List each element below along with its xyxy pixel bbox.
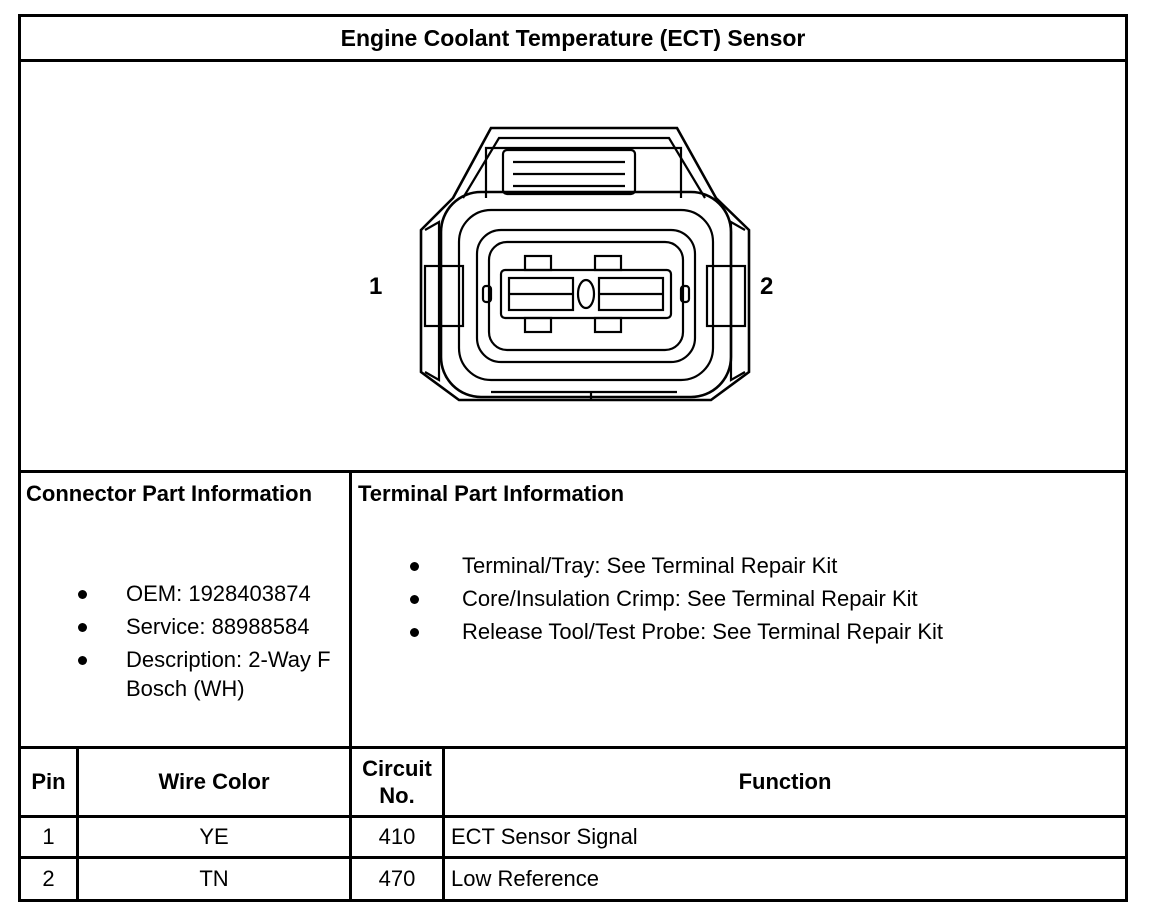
table-cell-circuit: 470 [378, 866, 416, 891]
list-item: Service: 88988584 [26, 610, 346, 643]
table-cell-circuit: 410 [378, 824, 416, 849]
table-cell-pin: 2 [42, 866, 55, 891]
column-header-wire-color: Wire Color [158, 769, 270, 794]
divider [349, 473, 352, 746]
table-cell-wire-color: TN [199, 866, 229, 891]
connector-sheet [18, 14, 1128, 902]
bullet-icon [78, 590, 87, 599]
bullet-icon [410, 628, 419, 637]
column-header-circuit: Circuit No. [362, 756, 432, 808]
table-cell-function: ECT Sensor Signal [451, 824, 638, 849]
connector-diagram [21, 62, 1125, 470]
pin-label-1: 1 [369, 273, 383, 300]
pin-label-2: 2 [760, 273, 774, 300]
column-header-function: Function [738, 769, 832, 794]
page-title: Engine Coolant Temperature (ECT) Sensor [340, 24, 806, 51]
connector-info-list [26, 577, 346, 703]
list-item: Core/Insulation Crimp: See Terminal Repair Kit [358, 582, 1118, 615]
terminal-info-heading: Terminal Part Information [358, 481, 625, 506]
list-item: Terminal/Tray: See Terminal Repair Kit [358, 549, 1118, 582]
divider [21, 470, 1125, 473]
bullet-icon [410, 595, 419, 604]
bullet-icon [410, 562, 419, 571]
terminal-info-list [358, 549, 1118, 648]
bullet-icon [78, 656, 87, 665]
bullet-icon [78, 623, 87, 632]
list-item: Description: 2-Way F Bosch (WH) [26, 643, 346, 703]
table-cell-function: Low Reference [451, 866, 599, 891]
table-cell-wire-color: YE [199, 824, 229, 849]
list-item: Release Tool/Test Probe: See Terminal Repair Kit [358, 615, 1118, 648]
column-header-pin: Pin [31, 769, 66, 794]
table-cell-pin: 1 [42, 824, 55, 849]
connector-drawing [21, 62, 1125, 470]
list-item: OEM: 1928403874 [26, 577, 346, 610]
connector-info-heading: Connector Part Information [26, 481, 313, 506]
